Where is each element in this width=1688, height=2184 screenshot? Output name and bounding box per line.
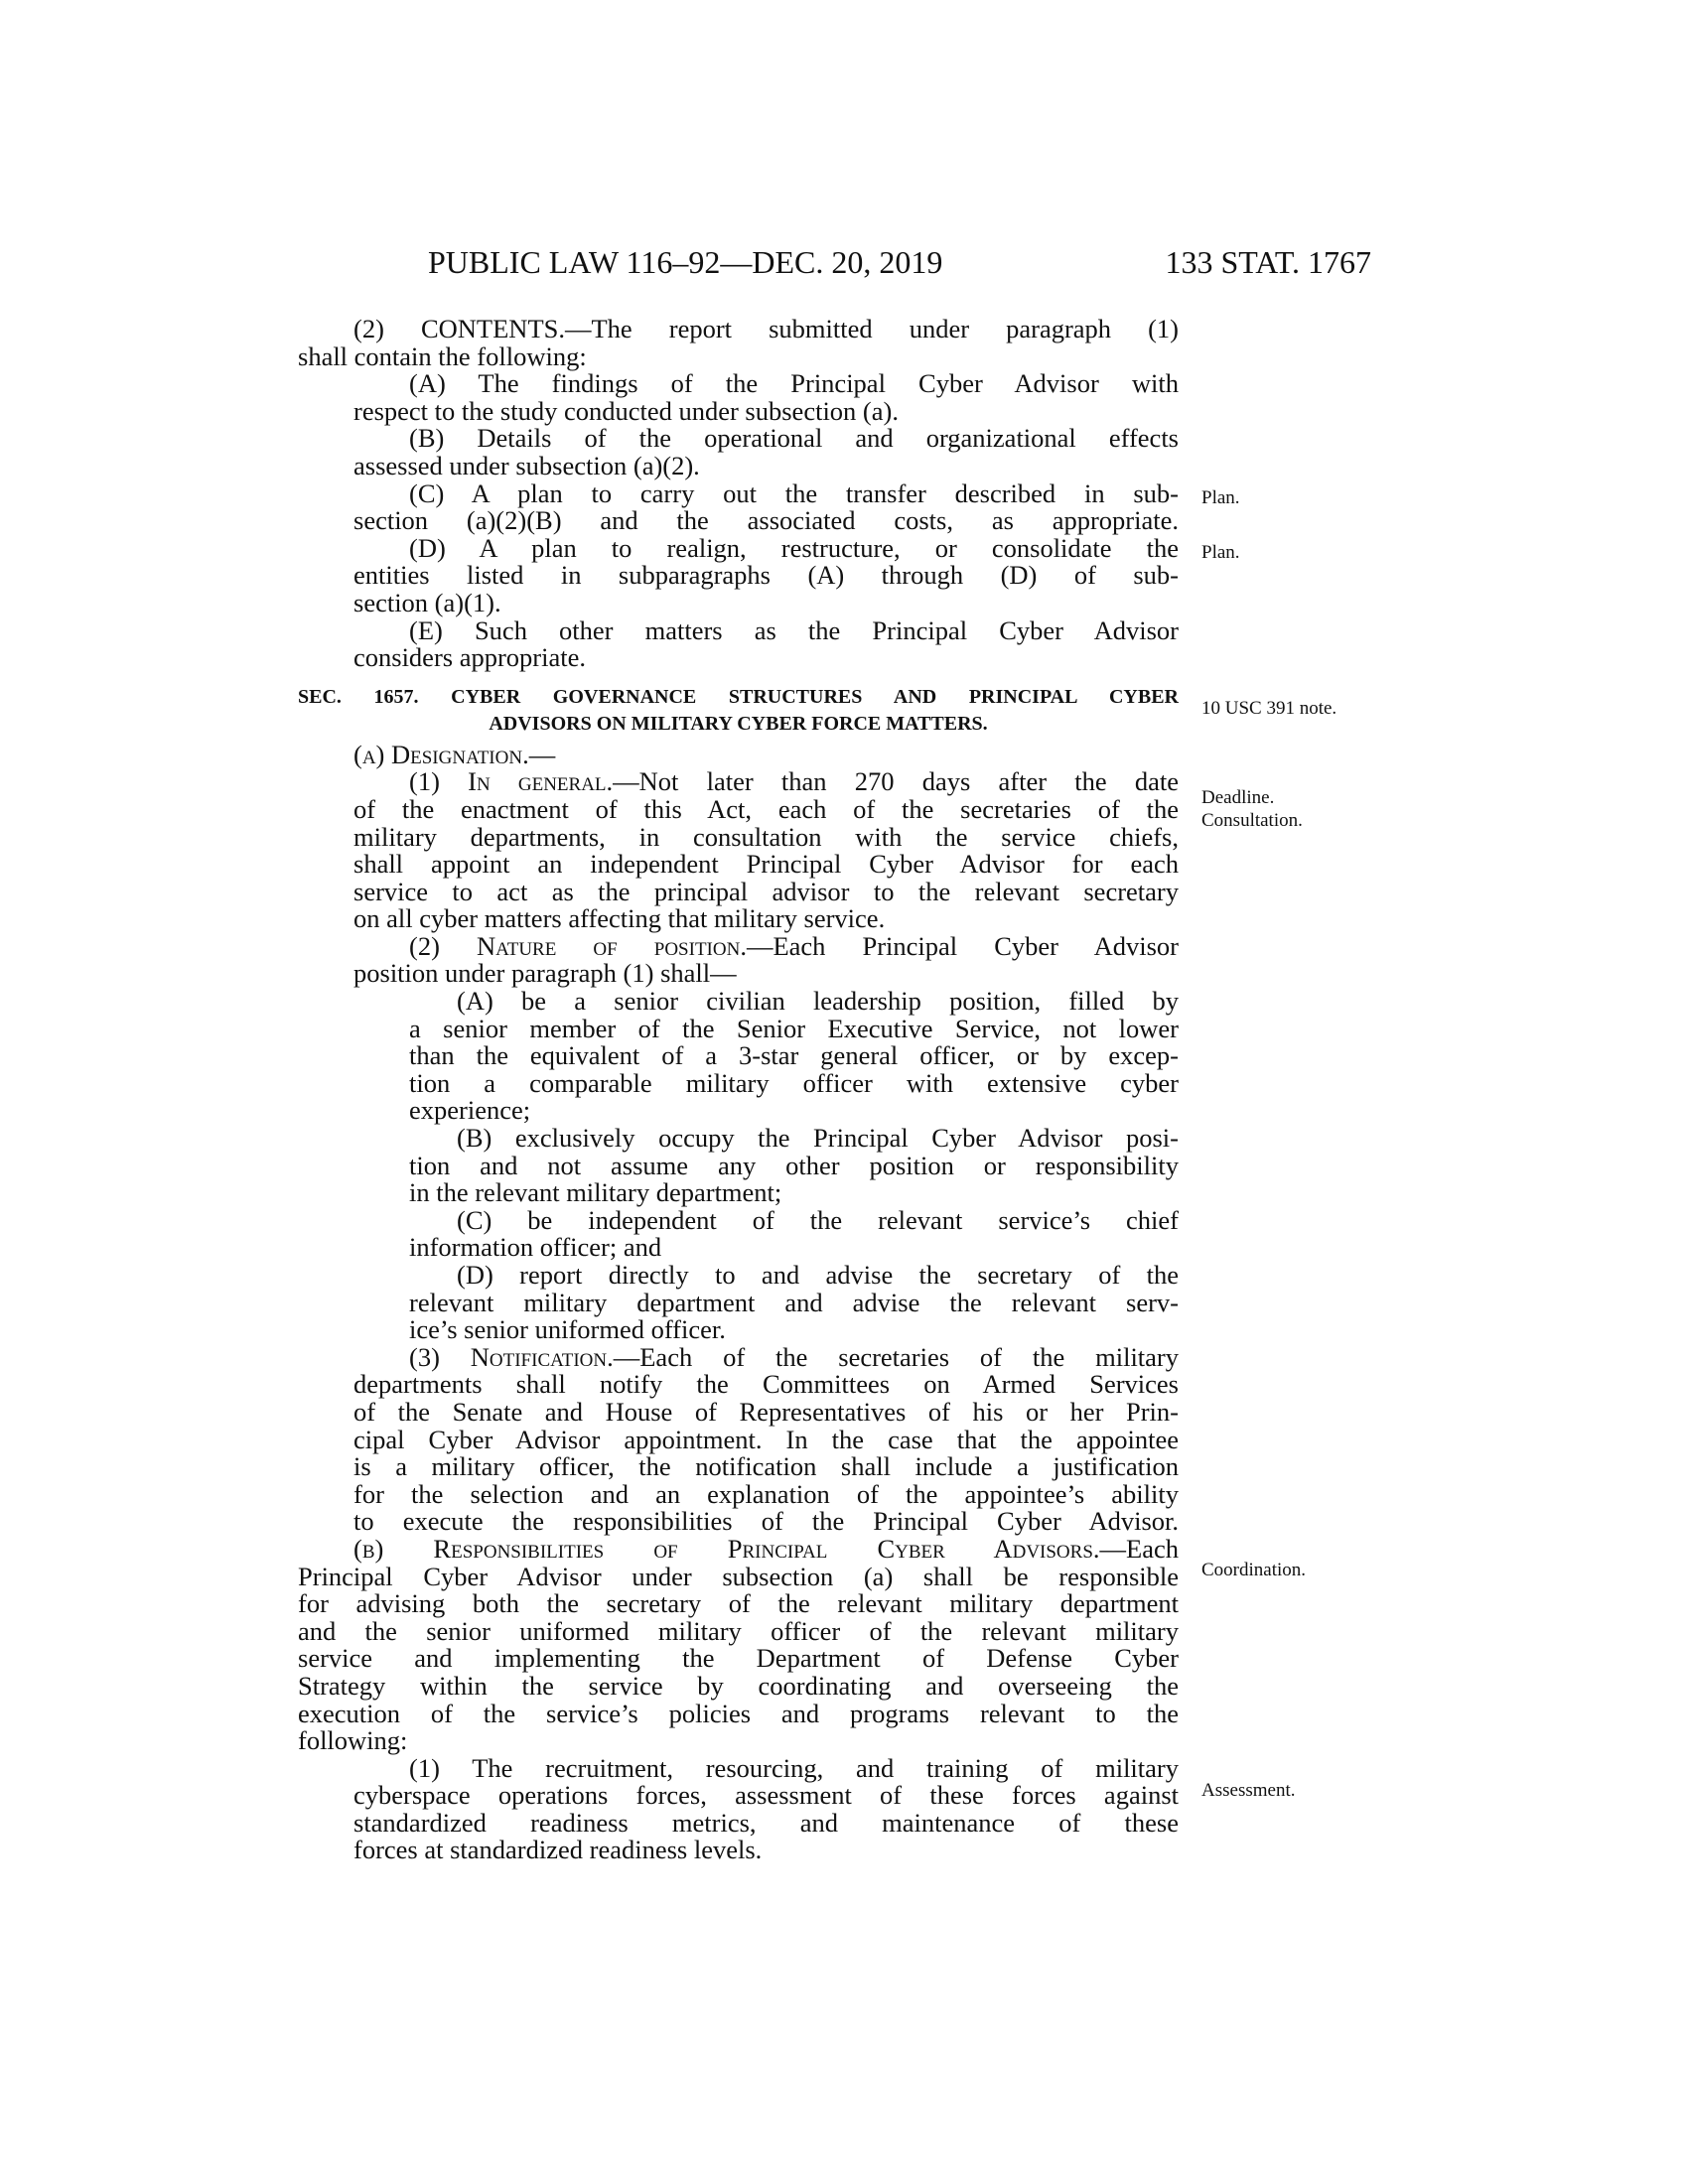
public-law-header: PUBLIC LAW 116–92—DEC. 20, 2019 <box>428 244 943 280</box>
body-line: entities listed in subparagraphs (A) through (D) of sub- <box>353 560 1179 591</box>
body-line: to execute the responsibilities of the Principal Cyber Advisor. <box>353 1506 1179 1537</box>
body-line: execution of the service’s policies and programs relevant to the <box>298 1698 1179 1728</box>
section-heading-line1: SEC. 1657. CYBER GOVERNANCE STRUCTURES AND PRINCIPAL CYBER <box>298 685 1179 708</box>
body-line: relevant military department and advise the relevant serv- <box>409 1287 1179 1317</box>
body-line: on all cyber matters affecting that military service. <box>353 903 886 934</box>
para-2-heading: ONTENTS <box>438 314 559 343</box>
body-line: of the Senate and House of Representatives of his or her Prin- <box>353 1396 1179 1427</box>
section-heading <box>298 684 1179 738</box>
body-line: section (a)(2)(B) and the associated costs, as appropriate. <box>353 505 1179 536</box>
body-line: following: <box>298 1725 408 1756</box>
body-line: (A) be a senior civilian leadership position, filled by <box>457 986 1179 1017</box>
body-line: Principal Cyber Advisor under subsection (a) shall be responsible <box>298 1561 1179 1591</box>
body-line: tion a comparable military officer with extensive cyber <box>409 1067 1179 1098</box>
body-line: ice’s senior uniformed officer. <box>409 1314 726 1345</box>
body-line: than the equivalent of a 3-star general officer, or by excep- <box>409 1040 1179 1071</box>
body-line: considers appropriate. <box>353 642 586 673</box>
margin-note-assessment: Assessment. <box>1201 1780 1296 1801</box>
body-line: of the enactment of this Act, each of the secretaries of the <box>353 793 1179 824</box>
body-line: experience; <box>409 1095 531 1126</box>
para-2-nature-heading: (2) Nature of position. <box>409 930 747 961</box>
body-line: (D) A plan to realign, restructure, or consolidate the <box>409 532 1179 563</box>
para-2-num: (2) C <box>353 314 439 343</box>
document-body <box>298 316 1179 1864</box>
statute-page-number: 133 STAT. 1767 <box>1165 244 1371 280</box>
body-line: standardized readiness metrics, and maintenance of these <box>353 1807 1179 1838</box>
para-2-contents-line <box>298 316 1179 343</box>
para-3-line <box>298 1341 1180 1372</box>
para-2-line <box>298 930 1179 961</box>
body-line: military departments, in consultation with the service chiefs, <box>353 821 1179 852</box>
body-line: (B) exclusively occupy the Principal Cyber Advisor posi- <box>457 1123 1179 1154</box>
subsection-b-line <box>298 1533 1179 1564</box>
body-line: assessed under subsection (a)(2). <box>353 450 700 480</box>
body-line: position under paragraph (1) shall— <box>353 958 737 989</box>
body-line: forces at standardized readiness levels. <box>353 1835 763 1865</box>
para-1-heading: (1) In general. <box>409 766 614 797</box>
para-3-text: —Each of the secretaries of the military <box>613 1341 1180 1372</box>
body-line: (D) report directly to and advise the secretary of the <box>457 1260 1179 1290</box>
body-line: shall appoint an independent Principal Cyber Advisor for each <box>353 849 1179 880</box>
body-line: section (a)(1). <box>353 587 501 617</box>
subsection-b-text: —Each <box>1099 1533 1179 1564</box>
para-3-heading: (3) Notification. <box>409 1341 614 1372</box>
body-line: (A) The findings of the Principal Cyber Advisor with <box>409 368 1179 399</box>
para-2-text: .—The report submitted under paragraph (1) <box>558 314 1180 343</box>
section-heading-line2: ADVISORS ON MILITARY CYBER FORCE MATTERS. <box>489 712 988 735</box>
body-line: shall contain the following: <box>298 341 587 371</box>
body-line: service to act as the principal advisor to the relevant secretary <box>353 876 1179 906</box>
body-line: service and implementing the Department of Defense Cyber <box>298 1643 1179 1674</box>
subsection-a-heading: (a) Designation.— <box>353 739 556 769</box>
body-line: cyberspace operations forces, assessment of these forces against <box>353 1780 1179 1811</box>
margin-note-usc: 10 USC 391 note. <box>1201 698 1337 719</box>
body-line: information officer; and <box>409 1232 662 1263</box>
body-line: a senior member of the Senior Executive Service, not lower <box>409 1013 1179 1043</box>
body-line: (C) A plan to carry out the transfer described in sub- <box>409 478 1179 508</box>
body-line: for advising both the secretary of the relevant military department <box>298 1588 1179 1619</box>
margin-note-coordination: Coordination. <box>1201 1560 1307 1580</box>
para-1-text: —Not later than 270 days after the date <box>613 766 1179 797</box>
margin-note-plan: Plan. <box>1201 487 1240 508</box>
margin-note-consultation: Consultation. <box>1201 810 1303 831</box>
body-line: cipal Cyber Advisor appointment. In the case that the appointee <box>353 1424 1179 1454</box>
body-line: for the selection and an explanation of the appointee’s ability <box>353 1478 1179 1509</box>
body-line: (E) Such other matters as the Principal Cyber Advisor <box>409 614 1179 645</box>
body-line: (1) The recruitment, resourcing, and training of military <box>409 1752 1179 1783</box>
body-line: and the senior uniformed military officer of the relevant military <box>298 1615 1179 1646</box>
body-line: (B) Details of the operational and organizational effects <box>409 423 1179 454</box>
para-2-nature-text: —Each Principal Cyber Advisor <box>746 930 1179 961</box>
body-line: is a military officer, the notification shall include a justification <box>353 1451 1179 1482</box>
body-line: Strategy within the service by coordinating and overseeing the <box>298 1670 1179 1701</box>
body-line: in the relevant military department; <box>409 1177 782 1208</box>
margin-note-plan: Plan. <box>1201 542 1240 563</box>
subsection-b-heading: (b) Responsibilities of Principal Cyber Advisors. <box>353 1533 1100 1564</box>
margin-note-deadline: Deadline. <box>1201 787 1275 808</box>
body-line: departments shall notify the Committees on Armed Services <box>353 1369 1179 1400</box>
page-header <box>298 244 1371 292</box>
body-line: respect to the study conducted under subsection (a). <box>353 395 899 426</box>
body-line: (C) be independent of the relevant service’s chief <box>457 1204 1179 1235</box>
para-1-line <box>298 768 1179 796</box>
body-line: tion and not assume any other position or responsibility <box>409 1150 1179 1180</box>
